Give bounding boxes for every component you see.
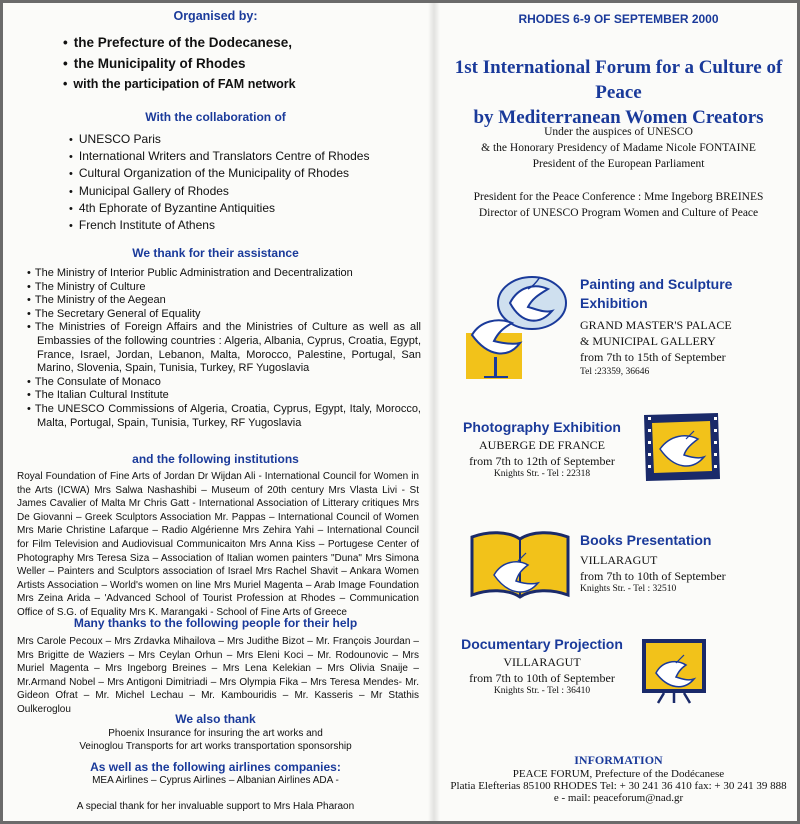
also-thank-title: We also thank: [175, 712, 256, 726]
forum-title: [440, 55, 797, 130]
institutions-title: and the following institutions: [132, 452, 299, 466]
documentary-title: Documentary Projection: [461, 636, 623, 652]
left-panel: [3, 3, 428, 821]
painting-tel: Tel :23359, 36646: [580, 367, 650, 377]
right-panel: [440, 3, 797, 821]
assistance-item: • The Secretary General of Equality: [27, 308, 421, 322]
books-title: Books Presentation: [580, 532, 712, 548]
collaborators-list: [69, 131, 369, 234]
assistance-item: • The Consulate of Monaco: [27, 376, 421, 390]
books-venue: VILLARAGUT: [580, 553, 658, 567]
collaborator-item: • Municipal Gallery of Rhodes: [69, 183, 369, 200]
assistance-item: • The Ministry of Culture: [27, 281, 421, 295]
organised-title: Organised by:: [173, 9, 258, 23]
assistance-item: • The Ministries of Foreign Affairs and the Ministries of Culture as well as all Embassies of the following countries : Algeria, Albania, Cyprus, Croatia, Egypt, France, Israel, Jordan, Lebanon, Malta, Morocco, Palestine, Portugal, San Marino, Slovenia, Spain, Tunisia, Turkey, RF Yugoslavia: [27, 321, 421, 375]
people-title: Many thanks to the following people for their help: [73, 616, 358, 630]
organisers-list: [63, 32, 296, 95]
collaborator-item: • 4th Ephorate of Byzantine Antiquities: [69, 200, 369, 217]
film-dove-icon: [640, 409, 724, 485]
collaborator-item: • French Institute of Athens: [69, 217, 369, 234]
assistance-item: • The Italian Cultural Institute: [27, 389, 421, 403]
special-thanks: A special thank for her invaluable support to Mrs Hala Pharaon: [76, 801, 355, 812]
also-thank-line: Phoenix Insurance for insuring the art works and: [108, 728, 323, 739]
president-line: Director of UNESCO Program Women and Culture of Peace: [478, 207, 759, 219]
painting-venue-line: GRAND MASTER'S PALACE: [580, 318, 732, 332]
brochure-sheet: [3, 3, 797, 821]
also-thank-line: Veinoglou Transports for art works transportation sponsorship: [79, 741, 352, 752]
auspices-line: & the Honorary Presidency of Madame Nicole FONTAINE: [481, 142, 756, 154]
organiser-item: • with the participation of FAM network: [63, 74, 296, 95]
documentary-dates: from 7th to 10th of September: [469, 671, 615, 685]
books-dates: from 7th to 10th of September: [580, 569, 726, 583]
collaborator-item: • UNESCO Paris: [69, 131, 369, 148]
auspices: [440, 124, 797, 172]
president-line: President for the Peace Conference : Mme Ingeborg BREINES: [473, 191, 764, 203]
painting-venue-line: & MUNICIPAL GALLERY: [580, 334, 716, 348]
airlines-text: MEA Airlines – Cyprus Airlines – Albanian Airlines ADA -: [92, 775, 339, 786]
painting-venue: [580, 317, 732, 365]
book-dove-icon: [468, 525, 572, 607]
collaboration-title: With the collaboration of: [145, 110, 286, 124]
information-line: PEACE FORUM, Prefecture of the Dodécanese: [512, 768, 725, 780]
documentary-tel: Knights Str. - Tel : 36410: [493, 686, 591, 696]
forum-title-line: 1st International Forum for a Culture of Peace: [454, 57, 783, 103]
information-title: INFORMATION: [574, 753, 663, 767]
painting-section: [580, 275, 732, 377]
painting-dove-icon: [458, 265, 568, 383]
documentary-venue: VILLARAGUT: [503, 655, 581, 669]
assistance-item: • The UNESCO Commissions of Algeria, Croatia, Cyprus, Egypt, Italy, Morocco, Malta, Portugal, Spain, Tunisia, Turkey, RF Yugoslavia: [27, 403, 421, 430]
photography-venue: AUBERGE DE FRANCE: [478, 438, 605, 452]
books-tel: Knights Str. - Tel : 32510: [580, 584, 677, 594]
painting-title-line: Painting and Sculpture: [580, 276, 733, 292]
also-thank-lines: [3, 727, 428, 753]
auspices-line: Under the auspices of UNESCO: [544, 126, 693, 138]
auspices-line: President of the European Parliament: [532, 158, 705, 170]
painting-title: [580, 275, 732, 313]
assistance-title: We thank for their assistance: [132, 246, 299, 260]
page-fold: [428, 3, 440, 821]
collaborator-item: • International Writers and Translators Centre of Rhodes: [69, 148, 369, 165]
collaborator-item: • Cultural Organization of the Municipality of Rhodes: [69, 165, 369, 182]
documentary-section: [452, 635, 632, 696]
assistance-list: [27, 267, 421, 430]
painting-title-line: Exhibition: [580, 295, 648, 311]
organiser-item: • the Prefecture of the Dodecanese,: [63, 32, 296, 53]
organiser-item: • the Municipality of Rhodes: [63, 53, 296, 74]
information-email: e - mail: peaceforum@nad.gr: [553, 792, 684, 804]
assistance-item: • The Ministry of Interior Public Administration and Decentralization: [27, 267, 421, 281]
information-block: [440, 753, 797, 804]
photography-dates: from 7th to 12th of September: [469, 454, 615, 468]
photography-tel: Knights Str. - Tel : 22318: [493, 469, 591, 479]
books-section: [580, 531, 726, 594]
information-line: Platia Elefterias 85100 RHODES Tel: + 30 241 36 410 fax: + 30 241 39 888: [450, 780, 787, 792]
event-dates: RHODES 6-9 OF SEPTEMBER 2000: [518, 12, 719, 26]
assistance-item: • The Ministry of the Aegean: [27, 294, 421, 308]
screen-dove-icon: [638, 639, 710, 705]
peace-conference-president: [440, 189, 797, 221]
institutions-text: Royal Foundation of Fine Arts of Jordan Dr Wijdan Ali - International Council for Women in the Arts (ICWA) Mrs Salwa Nashashibi – Museum of 20th century Mrs Vlasta Livi - St James Cavalier of Malta Mr Chris Gatt - International Association of Litterary critiques Mrs De Giovanni – Greek Sculptors Association Mr. Pappas – International Council of Women Mrs Marie Christine Lafarque – Radio Algérienne Mrs Zehira Yahi – International Council for Film Television and Audiovisual Communicaiton Mrs Anna Kiss – Portugese Center of Photography Mrs Teresa Siza – Association of Italian women painters "Duna" Mrs Simona Weller – Painters and Sculptors association of Israel Mrs Rachel Shavit – Ankara Women Artists Association – World's women on line Mrs Muriel Magenta – Arab Image Foundation Mrs Zeina Arida – 'Advanced School of Tourist Profession at Rhodes – Communication Office of S.G. of Equality Mrs K. Marangaki - School of Fine Arts of Greece: [17, 471, 419, 618]
forum-title-line: by Mediterranean Women Creators: [473, 107, 764, 128]
people-text: Mrs Carole Pecoux – Mrs Zrdavka Mihailova – Mrs Judithe Bizot – Mr. François Jourdan – Mrs Brigitte de Waziers – Mrs Ceylan Orhun – Mrs Eleni Koci – Mr. Rodounovic – Mrs Muriel Magenta – Mrs Ingeborg Breines – Mrs Lena Kelekian – Mrs Olivia Snaije – Mr.Armand Nobel – Mrs Antigoni Dimitriadi – Mrs Olympia Fika – Mrs Teresa Mendes- Mr. Gideon Ofrat – Mr. Michel Lechau – Mr. Kambouridis – Mr. Kasseris – Mr Stathis Oulkeroglou: [17, 636, 419, 715]
photography-title: Photography Exhibition: [463, 419, 621, 435]
photography-section: [452, 418, 632, 479]
painting-dates: from 7th to 15th of September: [580, 350, 726, 364]
airlines-title: As well as the following airlines companies:: [90, 760, 341, 774]
